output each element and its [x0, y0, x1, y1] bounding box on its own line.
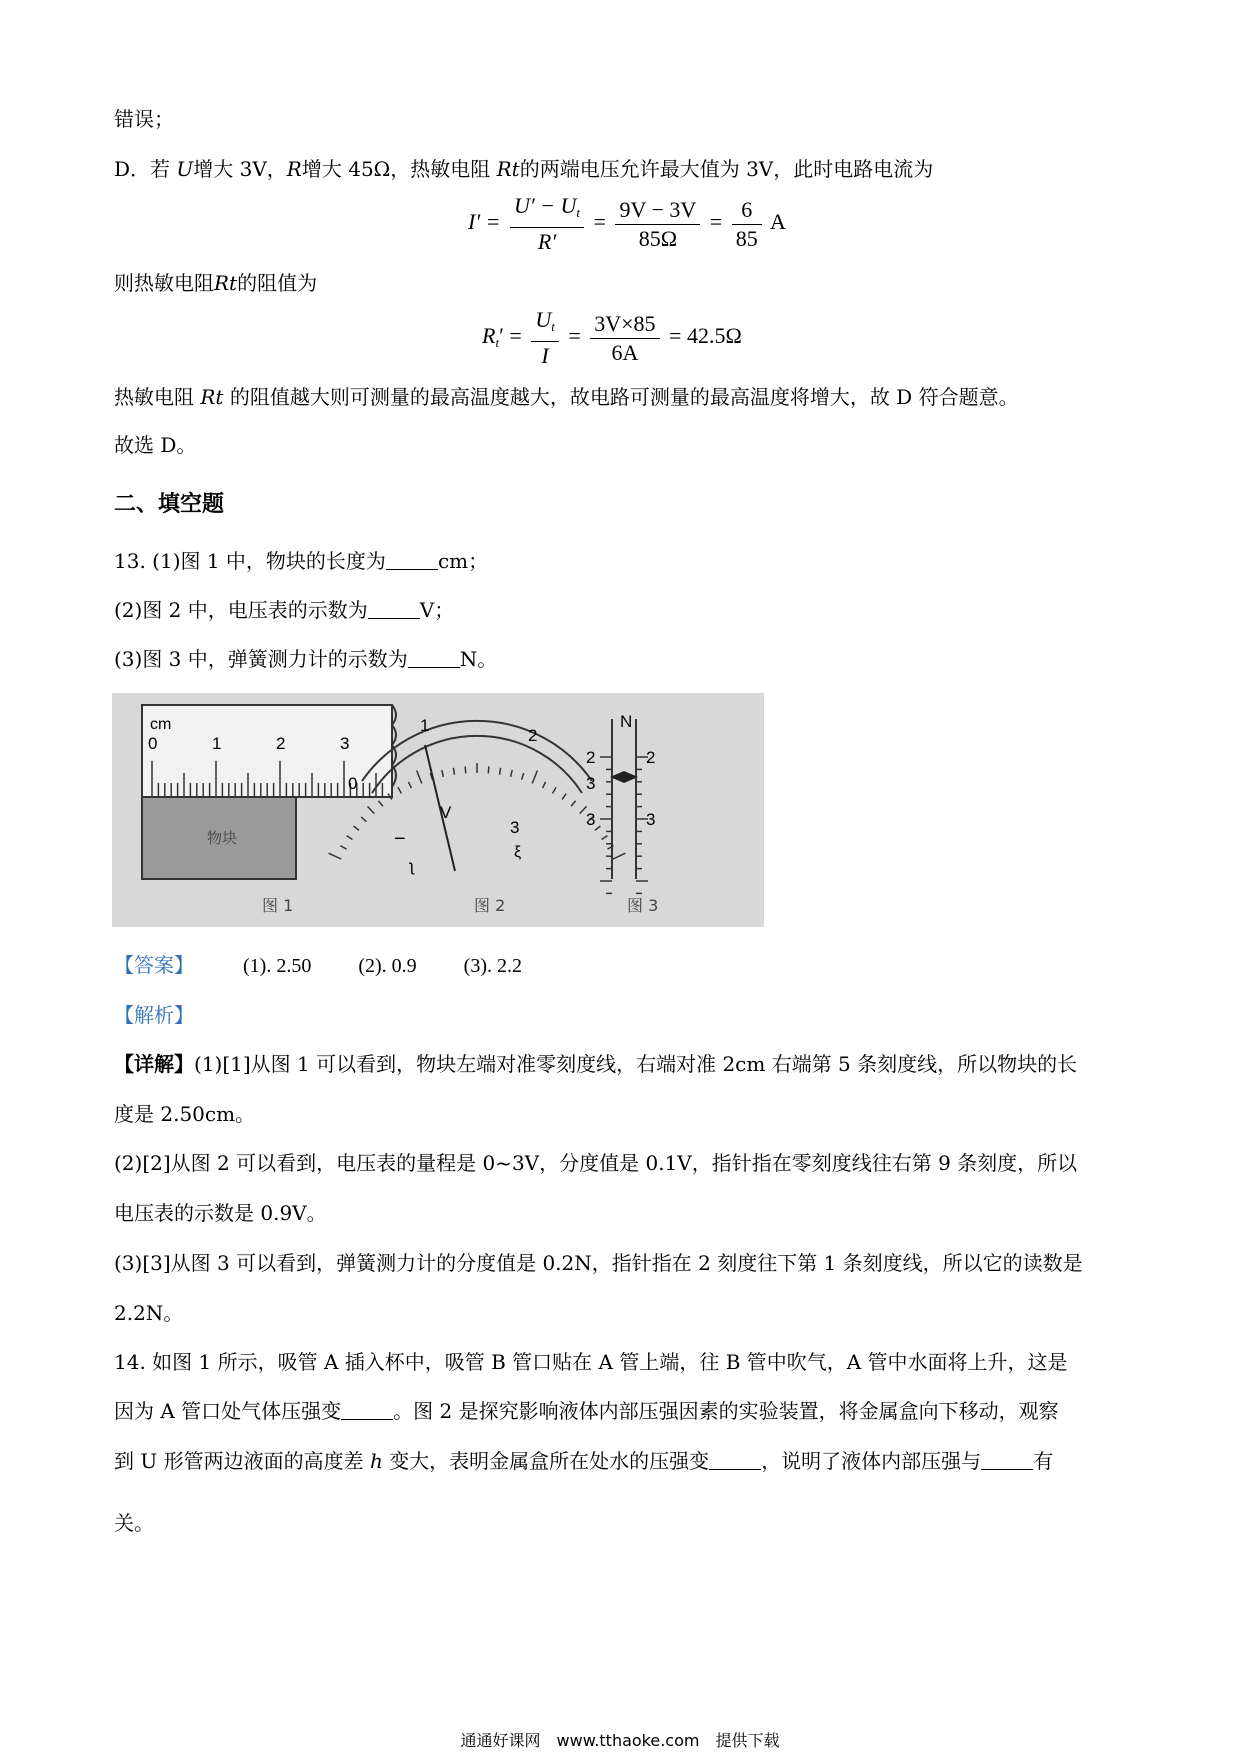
numerator: U: [535, 307, 552, 332]
figure-panel: [112, 693, 764, 927]
answer-blank: [386, 549, 438, 570]
text-line: [114, 268, 317, 298]
text-line: [114, 382, 1019, 412]
answer-value: (3). 2.2: [463, 955, 522, 977]
text: (1)[1]从图 1 可以看到，物块左端对准零刻度线，右端对准 2cm 右端第 5 条刻度线，所以物块的长: [194, 1052, 1078, 1076]
numerator: 9V − 3V: [615, 196, 700, 225]
meter-terminal-label: 3: [510, 818, 520, 837]
var-h: h: [369, 1449, 383, 1473]
text: 增大 45Ω，热敏电阻: [301, 157, 491, 181]
unit: A: [769, 209, 786, 235]
var-u: U: [176, 157, 194, 181]
detail-line: 度是 2.50cm。: [114, 1102, 256, 1126]
fraction: [615, 196, 700, 253]
spring-tick-label: 2: [646, 748, 656, 767]
answer-blank: [368, 598, 420, 619]
figure-2-caption: 图 2: [474, 896, 506, 915]
question-14-line: [114, 1396, 1059, 1426]
var-r: R: [286, 157, 302, 181]
meter-tick: [602, 836, 608, 840]
meter-tick: [553, 787, 557, 793]
block-label: 物块: [207, 829, 238, 847]
meter-tick: [442, 770, 444, 777]
text: 热敏电阻: [114, 385, 194, 409]
answer-value: (1). 2.50: [243, 955, 312, 977]
meter-tick: [562, 794, 566, 800]
text: V；: [419, 598, 455, 622]
text-line: 错误；: [114, 107, 174, 131]
text: (3)图 3 中，弹簧测力计的示数为: [114, 647, 408, 671]
answer-blank: [341, 1399, 393, 1420]
text: (2)图 2 中，电压表的示数为: [114, 598, 368, 622]
equation-current: [468, 192, 786, 256]
question-14-line: 14. 如图 1 所示，吸管 A 插入杯中，吸管 B 管口贴在 A 管上端，往 B 管中吹气，A 管中水面将上升，这是: [114, 1350, 1068, 1374]
meter-tick: [367, 806, 374, 813]
fraction: [732, 196, 762, 253]
meter-tick: [511, 770, 513, 777]
equals: =: [568, 323, 581, 349]
detail-line: (3)[3]从图 3 可以看到，弹簧测力计的分度值是 0.2N，指针指在 2 刻度往下第 1 条刻度线，所以它的读数是: [114, 1251, 1083, 1275]
meter-tick: [465, 766, 466, 773]
answer-blank: [709, 1449, 761, 1470]
answer-line: [114, 951, 522, 981]
section-heading: 二、填空题: [114, 492, 225, 517]
text: 变大，表明金属盒所在处水的压强变: [389, 1449, 710, 1473]
fraction: [531, 306, 559, 370]
numerator: U′ − U: [513, 193, 577, 218]
fraction: [510, 192, 584, 256]
subscript: t: [495, 335, 500, 351]
denominator: 85: [735, 225, 758, 251]
page-footer: 通通好课网 www.tthaoke.com 提供下载: [460, 1731, 780, 1750]
text: 有: [1033, 1449, 1054, 1473]
meter-tick: [347, 836, 353, 840]
text: cm；: [437, 549, 489, 573]
text: 增大 3V，: [193, 157, 287, 181]
meter-tick: [595, 826, 601, 830]
numerator: 3V×85: [590, 310, 659, 339]
meter-tick: [571, 801, 575, 806]
text: N。: [459, 647, 498, 671]
answer-tag: 【答案】: [114, 955, 194, 977]
ruler-tick-label: 0: [148, 734, 158, 753]
detail-line: [114, 1049, 1077, 1079]
figure-illustration: [112, 693, 764, 927]
text: 的两端电压允许最大值为 3V，此时电路电流为: [519, 157, 934, 181]
text: 则热敏电阻: [114, 271, 214, 295]
meter-tick-label: 2: [528, 726, 538, 745]
denominator: I: [541, 343, 549, 368]
numerator: 6: [732, 196, 762, 225]
option-d-paragraph: [114, 154, 933, 184]
result: = 42.5Ω: [669, 323, 742, 349]
eq-lhs: I′ =: [468, 209, 501, 235]
text: 13. (1)图 1 中，物块的长度为: [114, 549, 386, 573]
question-14-line: [114, 1446, 1053, 1476]
svg-text:ξ: ξ: [514, 844, 522, 861]
subscript: t: [576, 205, 581, 220]
meter-tick: [340, 846, 346, 849]
spring-unit-label: N: [620, 712, 633, 731]
prime: ′: [499, 323, 504, 349]
equals: =: [593, 209, 606, 235]
subscript: t: [551, 319, 555, 334]
svg-text:ʅ: ʅ: [410, 858, 414, 875]
meter-tick: [329, 853, 342, 859]
ruler-tick-label: 2: [276, 734, 286, 753]
meter-minus-terminal: −: [394, 828, 406, 850]
ruler-tick-label: 3: [340, 734, 350, 753]
equation-resistance: [482, 306, 742, 370]
spring-tick-label: 3: [646, 810, 656, 829]
denominator: 6A: [611, 339, 639, 365]
var-rt: Rt: [214, 271, 238, 295]
question-13-part3: [114, 644, 497, 674]
option-label: D．: [114, 157, 151, 181]
meter-tick: [354, 826, 360, 830]
text: 的阻值为: [237, 271, 318, 295]
question-13-part2: [114, 595, 454, 625]
detail-line: 电压表的示数是 0.9V。: [114, 1201, 327, 1225]
meter-tick: [408, 782, 411, 788]
var-rt: Rt: [200, 385, 224, 409]
meter-tick-label: 0: [348, 774, 358, 793]
eq-lhs: R: [482, 323, 496, 349]
denominator: 85Ω: [638, 225, 678, 251]
meter-tick: [613, 853, 626, 859]
meter-tick: [417, 771, 422, 784]
text: 因为 A 管口处气体压强变: [114, 1399, 342, 1423]
spring-pointer: [610, 771, 638, 783]
text: 的阻值越大则可测量的最高温度越大，故电路可测量的最高温度将增大，故 D 符合题意。: [229, 385, 1019, 409]
ruler-figure: [142, 705, 396, 915]
text: 。图 2 是探究影响液体内部压强因素的实验装置，将金属盒向下移动，观察: [393, 1399, 1059, 1423]
meter-tick-label: 1: [420, 716, 430, 735]
figure-3-caption: 图 3: [627, 896, 659, 915]
meter-tick: [398, 787, 402, 793]
ruler-unit-label: cm: [150, 716, 172, 733]
spring-scale-figure: [586, 712, 658, 915]
analysis-tag: 【解析】: [114, 1003, 194, 1027]
question-14-line: 关。: [114, 1511, 154, 1535]
answer-value: (2). 0.9: [358, 955, 417, 977]
detail-line: (2)[2]从图 2 可以看到，电压表的量程是 0~3V，分度值是 0.1V，指针指在零刻度线往右第 9 条刻度，所以: [114, 1151, 1078, 1175]
denominator: R′: [537, 229, 557, 254]
fraction: [590, 310, 659, 367]
spring-tick-label: 3: [586, 810, 596, 829]
meter-tick: [378, 801, 382, 806]
detail-tag: 【详解】: [114, 1052, 194, 1076]
text-line: 故选 D。: [114, 433, 197, 457]
meter-tick: [361, 817, 366, 822]
equals: =: [709, 209, 723, 235]
equals: =: [509, 323, 522, 349]
question-13-part1: [114, 546, 488, 576]
answer-blank: [408, 647, 460, 668]
text: 到 U 形管两边液面的高度差: [114, 1449, 364, 1473]
ruler-tick-label: 1: [212, 734, 222, 753]
meter-tick: [453, 768, 454, 775]
detail-line: 2.2N。: [114, 1301, 184, 1325]
meter-tick: [543, 782, 546, 788]
figure-1-caption: 图 1: [262, 896, 294, 915]
var-rt: Rt: [496, 157, 520, 181]
text: ，说明了液体内部压强与: [761, 1449, 982, 1473]
meter-tick: [532, 771, 537, 784]
spring-tick-label: 2: [586, 748, 596, 767]
meter-tick: [522, 773, 524, 780]
meter-tick: [500, 768, 501, 775]
meter-tick: [488, 766, 489, 773]
meter-unit-label: V: [440, 803, 452, 822]
text: 若: [150, 157, 171, 181]
meter-tick-label: 3: [586, 774, 596, 793]
answer-blank: [981, 1449, 1033, 1470]
